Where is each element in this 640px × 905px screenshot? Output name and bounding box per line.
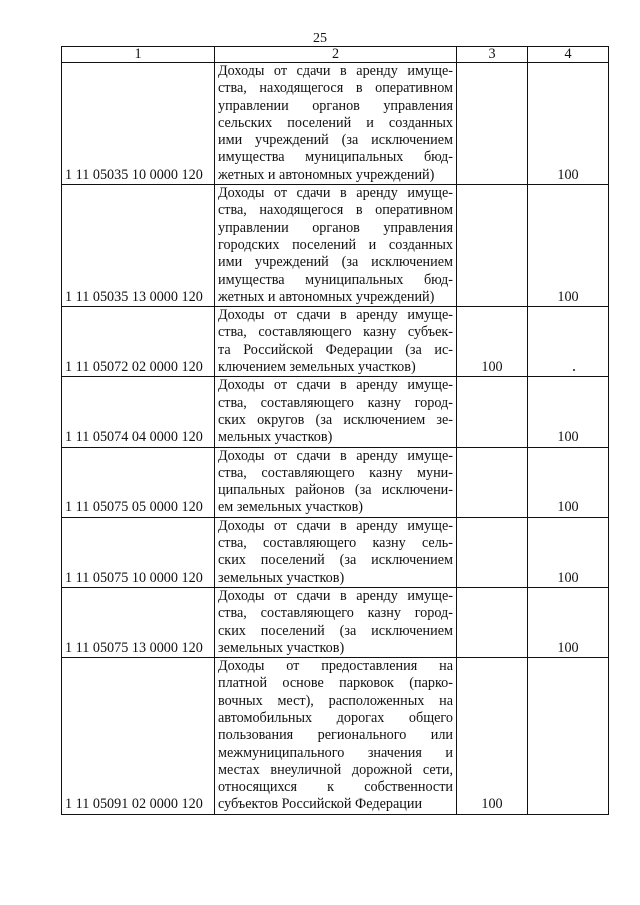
description-line: местах внеуличной дорожной сети, (218, 761, 453, 778)
description-line: городских поселений и созданных (218, 236, 453, 253)
column-4-value (528, 307, 609, 377)
column-3-value (457, 447, 528, 517)
description-line: ства, составляющего казну субъек- (218, 324, 453, 341)
description-line: Доходы от сдачи в аренду имуще- (218, 447, 453, 464)
table-row (62, 447, 609, 517)
description-line: управлении органов управления (218, 97, 453, 114)
revenue-description-cell (215, 447, 457, 517)
description-line: ства, составляющего казну сель- (218, 535, 453, 552)
description-line: ем земельных участков) (218, 499, 364, 516)
budget-code-cell: 1 11 05072 02 0000 120 (62, 307, 215, 377)
description-line: Доходы от сдачи в аренду имуще- (218, 185, 453, 202)
table-body (62, 63, 609, 815)
budget-code-cell: 1 11 05074 04 0000 120 (62, 377, 215, 447)
revenue-description-cell (215, 587, 457, 657)
description-line: межмуниципального значения и (218, 744, 453, 761)
budget-code-cell: 1 11 05075 05 0000 120 (62, 447, 215, 517)
description-line: ства, составляющего казну город- (218, 605, 453, 622)
description-line: имущества муниципальных бюд- (218, 271, 453, 288)
description-line: Доходы от сдачи в аренду имуще- (218, 517, 453, 534)
description-line: ципальных районов (за исключени- (218, 482, 453, 499)
revenue-table (61, 46, 609, 815)
table-row (62, 307, 609, 377)
revenue-description-cell (215, 63, 457, 185)
column-4-value: 100 (528, 447, 609, 517)
column-4-value: 100 (528, 377, 609, 447)
description-line: имущества муниципальных бюд- (218, 149, 453, 166)
description-line: ских округов (за исключением зе- (218, 411, 453, 428)
page-number: 25 (313, 31, 327, 46)
description-line: ства, находящегося в оперативном (218, 202, 453, 219)
column-3-value: 100 (457, 658, 528, 815)
table-row (62, 185, 609, 307)
description-line: мельных участков) (218, 429, 333, 446)
description-line: относящихся к собственности (218, 779, 453, 796)
description-line: Доходы от сдачи в аренду имуще- (218, 587, 453, 604)
description-line: ими учреждений (за исключением (218, 132, 453, 149)
description-line: субъектов Российской Федерации (218, 796, 423, 813)
table-row (62, 587, 609, 657)
column-4-value: 100 (528, 517, 609, 587)
description-line: жетных и автономных учреждений) (218, 166, 435, 183)
budget-code-cell: 1 11 05091 02 0000 120 (62, 658, 215, 815)
description-line: та Российской Федерации (за ис- (218, 341, 453, 358)
revenue-description-cell (215, 185, 457, 307)
column-4-value: 100 (528, 185, 609, 307)
column-3-value (457, 63, 528, 185)
budget-code-cell: 1 11 05035 13 0000 120 (62, 185, 215, 307)
description-line: управлении органов управления (218, 219, 453, 236)
description-line: земельных участков) (218, 639, 345, 656)
description-line: Доходы от сдачи в аренду имуще- (218, 377, 453, 394)
column-4-value (528, 658, 609, 815)
description-line: ских поселений (за исключением (218, 552, 453, 569)
description-line: жетных и автономных учреждений) (218, 288, 435, 305)
table-row (62, 517, 609, 587)
description-line: ства, находящегося в оперативном (218, 80, 453, 97)
column-header-4: 4 (528, 47, 609, 63)
column-header-2: 2 (215, 47, 457, 63)
revenue-description-cell (215, 377, 457, 447)
scan-speck (573, 369, 575, 371)
description-line: Доходы от сдачи в аренду имуще- (218, 63, 453, 79)
table-header-row (62, 47, 609, 63)
column-3-value (457, 587, 528, 657)
column-4-value: 100 (528, 63, 609, 185)
description-line: автомобильных дорогах общего (218, 709, 453, 726)
table-row (62, 658, 609, 815)
budget-code-cell: 1 11 05035 10 0000 120 (62, 63, 215, 185)
column-4-value: 100 (528, 587, 609, 657)
column-3-value (457, 185, 528, 307)
description-line: платной основе парковок (парко- (218, 675, 453, 692)
budget-code-cell: 1 11 05075 10 0000 120 (62, 517, 215, 587)
description-line: Доходы от предоставления на (218, 658, 453, 675)
column-3-value: 100 (457, 307, 528, 377)
description-line: ства, составляющего казну муни- (218, 464, 453, 481)
description-line: земельных участков) (218, 569, 345, 586)
column-3-value (457, 377, 528, 447)
column-3-value (457, 517, 528, 587)
revenue-description-cell (215, 517, 457, 587)
column-header-3: 3 (457, 47, 528, 63)
table-row (62, 377, 609, 447)
description-line: ими учреждений (за исключением (218, 254, 453, 271)
table-row (62, 63, 609, 185)
description-line: вочных мест), расположенных на (218, 692, 453, 709)
column-header-1: 1 (62, 47, 215, 63)
revenue-description-cell (215, 307, 457, 377)
description-line: ских поселений (за исключением (218, 622, 453, 639)
description-line: сельских поселений и созданных (218, 114, 453, 131)
description-line: Доходы от сдачи в аренду имуще- (218, 307, 453, 324)
description-line: пользования регионального или (218, 727, 453, 744)
budget-code-cell: 1 11 05075 13 0000 120 (62, 587, 215, 657)
description-line: ключением земельных участков) (218, 359, 416, 376)
description-line: ства, составляющего казну город- (218, 394, 453, 411)
revenue-description-cell (215, 658, 457, 815)
